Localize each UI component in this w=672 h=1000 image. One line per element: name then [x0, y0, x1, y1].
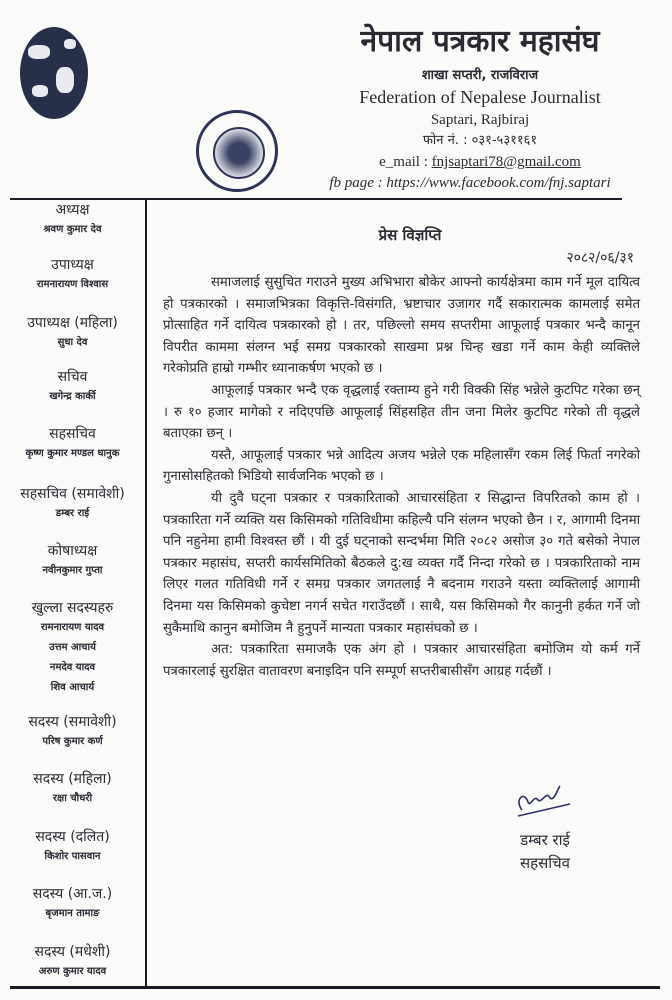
paragraph: यस्तै, आफूलाई पत्रकार भन्ने आदित्य अजय भन्नेले एक महिलासँग रकम लिई फिर्ता नगरेको गुनासोसहितको भिडियो सार्वजनिक भएको छ ।	[163, 447, 640, 485]
member-role: सदस्य (मधेशी)	[34, 944, 111, 960]
signatory-name: डम्बर राई	[520, 831, 570, 849]
committee-member	[0, 827, 145, 867]
member-role: सदस्य (समावेशी)	[28, 714, 117, 730]
committee-member	[0, 769, 145, 809]
committee-member	[0, 484, 145, 524]
organization-seal	[196, 110, 278, 192]
member-role: सदस्य (आ.ज.)	[32, 886, 113, 902]
signature	[512, 780, 572, 820]
member-role: सहसचिव (समावेशी)	[20, 486, 125, 502]
branch-name: शाखा सप्तरी, राजविराज	[421, 68, 539, 83]
letter-date: २०८२/०६/३१	[566, 250, 634, 266]
member-name: रामनारायण यादव	[40, 622, 105, 633]
paragraph: यी दुवै घट्ना पत्रकार र पत्रकारिताको आचारसंहिता र सिद्धान्त विपरितको काम हो । पत्रकारिता गर्ने व्यक्ति यस किसिमको गतिविधीमा कहिल्यै पनि संलग्न भएको छैन । र, आगामी दिनमा पनि नहुनेमा हामी विश्वस्त छौं । यी दुई घट्नाको सन्दर्भमा मिति २०८२ असोज ३० गते बसेको नेपाल पत्रकार महासंघ, सप्तरी कार्यसमितिको बैठकले दु:ख व्यक्त गर्दै निन्दा गरेको छ । पत्रकारिताको नाम लिएर गलत गतिविधी गर्ने र समग्र पत्रकार जगतलाई नै बदनाम गराउने यस्ता व्यक्तिलाई आगामी दिनमा यस किसिमको कुचेष्टा नगर्न सचेत गराउँदछौं । साथै, यस किसिमको गैर कानुनी हर्कत गर्ने जो सुकैमाथि कानुन बमोजिम नै हुनुपर्ने मान्यता पत्रकार महासंघको छ ।	[163, 490, 640, 636]
globe-logo	[20, 27, 88, 119]
member-role: सदस्य (दलित)	[35, 829, 110, 845]
member-role: कोषाध्यक्ष	[47, 543, 98, 559]
sidebar-divider	[145, 199, 147, 987]
committee-member	[0, 313, 145, 353]
member-role: उपाध्यक्ष (महिला)	[27, 315, 118, 331]
signatory-title: सहसचिव	[520, 854, 570, 872]
email-link[interactable]: fnjsaptari78@gmail.com	[431, 154, 581, 170]
letter-heading: प्रेस विज्ञप्ति	[378, 226, 442, 244]
footer-divider	[10, 986, 660, 989]
facebook-page: fb page : https://www.facebook.com/fnj.saptari	[329, 175, 611, 191]
member-role: खुल्ला सदस्यहरु	[31, 600, 114, 616]
member-role: सहसचिव	[49, 426, 96, 442]
committee-member	[0, 884, 145, 924]
paragraph: आफूलाई पत्रकार भन्दै एक वृद्धलाई रक्ताम्य हुने गरी विक्की सिंह भन्नेले कुटपिट गरेका छन् । रु १० हजार मागेको र नदिएपछि आफूलाई सिंहसहित तीन जना मिलेर कुटपिट गरेको ती वृद्धले बताएका छन् ।	[163, 382, 640, 442]
member-role: सदस्य (महिला)	[33, 771, 112, 787]
member-name: उत्तम आचार्य	[49, 642, 96, 653]
member-name: परिष कुमार कर्ण	[42, 736, 103, 747]
paragraph: अत: पत्रकारिता समाजकै एक अंग हो । पत्रकार आचारसंहिता बमोजिम यो कर्म गर्ने पत्रकारलाई सुरक्षित वातावरण बनाइदिन पनि सम्पूर्ण सप्तरीबासीसँग आग्रह गर्दछौं ।	[163, 642, 640, 679]
member-role: उपाध्यक्ष	[51, 257, 94, 273]
member-name: बृजमान तामाङ	[45, 908, 100, 919]
member-role: सचिव	[57, 369, 88, 385]
email-label: e_mail :	[379, 154, 432, 170]
org-title: नेपाल पत्रकार महासंघ	[360, 24, 600, 59]
email-line	[330, 152, 630, 172]
committee-member	[0, 424, 145, 464]
member-name: अरुण कुमार यादव	[38, 966, 107, 977]
member-name: रक्षा चौधरी	[52, 793, 93, 804]
location: Saptari, Rajbiraj	[430, 112, 530, 128]
phone-number: फोन नं. : ०३१-५३११६१	[422, 133, 538, 148]
committee-member	[0, 541, 145, 581]
committee-member	[0, 200, 145, 240]
member-name: शिव आचार्य	[50, 682, 95, 693]
member-name: नमदेव यादव	[49, 662, 96, 673]
committee-member	[0, 367, 145, 407]
member-name: कृष्ण कुमार मण्डल धानुक	[25, 448, 120, 459]
org-english-name: Federation of Nepalese Journalist	[359, 87, 601, 107]
committee-member	[0, 942, 145, 982]
member-name: किशोर पासवान	[44, 851, 101, 862]
paragraph: समाजलाई सुसुचित गराउने मुख्य अभिभारा बोकेर आफ्नो कार्यक्षेत्रमा काम गर्ने मूल दायित्व हो पत्रकारको । समाजभित्रका विकृत्ति-विसंगति, भ्रष्टाचार उजागर गर्दै सकारात्मक कामलाई समेत प्रोत्साहित गर्ने दायित्व पत्रकारको हो । तर, पछिल्लो समय सप्तरीमा आफूलाई पत्रकार भन्दै कानून विपरीत काममा संलग्न भई समग्र पत्रकारको साखमा प्रश्न चिन्ह खडा गर्ने काम केही व्यक्तिले गरेकोप्रति हाम्रो गम्भीर ध्यानाकर्षण भएको छ ।	[163, 275, 640, 377]
member-name: डम्बर राई	[55, 508, 90, 519]
member-role: अध्यक्ष	[55, 202, 90, 218]
committee-member	[0, 598, 145, 698]
member-name: खगेन्द्र कार्की	[49, 391, 96, 402]
member-name: नवीनकुमार गुप्ता	[42, 565, 103, 576]
committee-member	[0, 712, 145, 752]
member-name: श्रवण कुमार देव	[43, 224, 102, 235]
member-name: रामनारायण विश्वास	[36, 279, 109, 290]
letter-body	[163, 272, 640, 682]
member-name: सुधा देव	[57, 337, 88, 348]
committee-member	[0, 255, 145, 295]
